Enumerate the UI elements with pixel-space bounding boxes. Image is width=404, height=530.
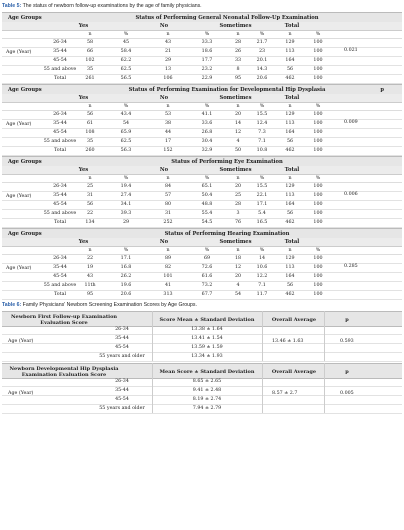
table-cell: 17 xyxy=(164,139,172,144)
row-label: Total xyxy=(53,220,67,225)
col-head: No xyxy=(159,95,169,101)
table-cell: 100 xyxy=(313,220,323,225)
col-head: No xyxy=(159,239,169,245)
table-cell: 95 xyxy=(234,76,242,81)
mean-head: Score Mean ± Standard Deviation xyxy=(159,316,255,323)
status-title: Status of Performing Eye Examination xyxy=(171,159,283,165)
row-label: 55 years and older xyxy=(99,354,145,359)
table-cell: 129 xyxy=(285,112,295,117)
column-divider xyxy=(324,311,325,361)
table-cell: 41 xyxy=(164,283,172,288)
table-cell: 100 xyxy=(313,256,323,261)
table-cell: 106 xyxy=(163,76,173,81)
col-head: Sometimes xyxy=(219,239,252,245)
table-cell: 11th xyxy=(84,283,96,288)
score-cell: 9.41 ± 2.48 xyxy=(192,388,222,393)
row-label: 55 years and older xyxy=(99,406,145,411)
table-cell: 41.1 xyxy=(201,112,213,117)
table-cell: 33.6 xyxy=(201,121,213,126)
column-divider xyxy=(152,311,153,361)
col-head: Yes xyxy=(78,167,89,173)
table-cell: 72.6 xyxy=(201,265,213,270)
table-cell: 22 xyxy=(86,256,94,261)
age-side-label: Age (Year) xyxy=(6,266,32,271)
score-title: Newborn Developmental Hip Dysplasia Examination Evaluation Score xyxy=(9,365,119,378)
table-cell: 4 xyxy=(236,139,240,144)
col-head: Yes xyxy=(78,23,89,29)
table-cell: 14.3 xyxy=(256,67,268,72)
col-head: Sometimes xyxy=(219,167,252,173)
table-cell: 76 xyxy=(234,220,242,225)
table-cell: 462 xyxy=(285,76,295,81)
row-label: 45-54 xyxy=(53,130,67,135)
table-cell: 19.6 xyxy=(120,283,132,288)
table-cell: 21 xyxy=(164,49,172,54)
sub-head: % xyxy=(204,103,210,109)
table-cell: 462 xyxy=(285,220,295,225)
score-cell: 13.38 ± 1.64 xyxy=(191,327,223,332)
sub-head: n xyxy=(236,175,240,181)
table-cell: 50.4 xyxy=(201,193,213,198)
row-label: 55 and above xyxy=(43,283,77,288)
sub-head: % xyxy=(123,103,129,109)
table-cell: 15.5 xyxy=(256,184,268,189)
score-cell: 13.41 ± 1.54 xyxy=(191,336,223,341)
table-cell: 62.5 xyxy=(120,139,132,144)
row-label: 26-34 xyxy=(115,327,129,332)
table-cell: 113 xyxy=(285,265,295,270)
row-label: 26-34 xyxy=(53,40,67,45)
table-cell: 56.5 xyxy=(120,76,132,81)
sub-head: % xyxy=(204,31,210,37)
table-cell: 100 xyxy=(313,130,323,135)
table-cell: 10.6 xyxy=(256,265,268,270)
table-cell: 54 xyxy=(234,292,242,297)
table-cell: 7.1 xyxy=(258,283,266,288)
row-label: 35-44 xyxy=(53,265,67,270)
table-cell: 252 xyxy=(163,220,173,225)
table-cell: 30.4 xyxy=(201,139,213,144)
table-cell: 100 xyxy=(313,112,323,117)
overall-average: 13.46 ± 1.63 xyxy=(272,339,304,344)
p-head: p xyxy=(345,316,349,323)
table-cell: 12.4 xyxy=(256,121,268,126)
sub-head: % xyxy=(259,247,265,253)
table-cell: 56 xyxy=(86,112,94,117)
table-cell: 16.8 xyxy=(120,265,132,270)
p-header: p xyxy=(380,87,384,93)
table-cell: 58 xyxy=(86,40,94,45)
table-cell: 129 xyxy=(285,40,295,45)
sub-head: n xyxy=(288,103,292,109)
score-cell: 8.19 ± 2.74 xyxy=(192,397,222,402)
table-cell: 11.7 xyxy=(256,292,268,297)
table-cell: 53 xyxy=(164,112,172,117)
row-label: 45-54 xyxy=(53,58,67,63)
sub-head: n xyxy=(88,103,92,109)
table-cell: 100 xyxy=(313,274,323,279)
sub-head: % xyxy=(259,31,265,37)
table-cell: 19 xyxy=(86,265,94,270)
table-cell: 18.6 xyxy=(201,49,213,54)
table-cell: 58.4 xyxy=(120,49,132,54)
status-title: Status of Performing Examination for Developmental Hip Dysplasia xyxy=(128,87,326,93)
sub-head: n xyxy=(88,175,92,181)
p-value: 0.005 xyxy=(340,391,354,396)
col-head: Sometimes xyxy=(219,95,252,101)
table-cell: 134 xyxy=(85,220,95,225)
table-cell: 20.1 xyxy=(256,58,268,63)
age-side-label: Age (Year) xyxy=(6,194,32,199)
table-cell: 61.6 xyxy=(201,274,213,279)
table-cell: 7.3 xyxy=(258,130,266,135)
age-groups-header: Age Groups xyxy=(8,231,42,237)
table-cell: 5.4 xyxy=(258,211,266,216)
table-cell: 16.5 xyxy=(256,220,268,225)
table-cell: 38 xyxy=(164,121,172,126)
row-label: 35-44 xyxy=(53,49,67,54)
table-cell: 10.8 xyxy=(256,148,268,153)
sub-head: n xyxy=(166,31,170,37)
col-head: Yes xyxy=(78,239,89,245)
table-cell: 61 xyxy=(86,121,94,126)
col-head: Total xyxy=(284,239,300,245)
score-title: Newborn First Follow-up Examination Evaluation Score xyxy=(10,313,118,326)
sub-head: % xyxy=(315,31,321,37)
row-label: 26-34 xyxy=(115,379,129,384)
column-divider xyxy=(262,363,263,413)
sub-head: n xyxy=(166,103,170,109)
table-cell: 28 xyxy=(234,202,242,207)
table-cell: 13 xyxy=(164,67,172,72)
table-cell: 100 xyxy=(313,49,323,54)
row-label: 35-44 xyxy=(115,388,129,393)
row-label: 55 and above xyxy=(43,211,77,216)
table6-caption: Table 6: Family Physicians' Newborn Screening Examination Scores by Age Groups. xyxy=(2,302,197,308)
table-cell: 54.5 xyxy=(201,220,213,225)
table-cell: 12.2 xyxy=(256,274,268,279)
row-label: 35-44 xyxy=(53,121,67,126)
column-divider xyxy=(152,363,153,413)
table-cell: 50 xyxy=(234,148,242,153)
table-cell: 100 xyxy=(313,40,323,45)
sub-head: % xyxy=(315,175,321,181)
column-divider xyxy=(262,311,263,361)
table-cell: 65.1 xyxy=(201,184,213,189)
table-cell: 57 xyxy=(164,193,172,198)
col-head: No xyxy=(159,23,169,29)
table-cell: 25 xyxy=(234,193,242,198)
table-cell: 29 xyxy=(122,220,130,225)
table-cell: 164 xyxy=(285,58,295,63)
table-cell: 17.7 xyxy=(201,58,213,63)
p-value: 0.593 xyxy=(340,339,354,344)
table-cell: 20 xyxy=(234,184,242,189)
table-row xyxy=(2,404,402,414)
sub-head: n xyxy=(236,31,240,37)
table-cell: 26.8 xyxy=(201,130,213,135)
sub-head: % xyxy=(204,175,210,181)
row-label: 35-44 xyxy=(53,193,67,198)
score-cell: 13.59 ± 1.59 xyxy=(191,345,223,350)
table-cell: 56.3 xyxy=(120,148,132,153)
table-cell: 261 xyxy=(85,76,95,81)
table-cell: 129 xyxy=(285,256,295,261)
table-cell: 35 xyxy=(86,139,94,144)
table-row xyxy=(2,74,402,84)
p-value: 0.021 xyxy=(344,48,358,53)
table-cell: 12 xyxy=(234,130,242,135)
table-cell: 23.2 xyxy=(201,67,213,72)
table-row xyxy=(2,352,402,362)
table-cell: 31 xyxy=(86,193,94,198)
table-row xyxy=(2,290,402,300)
table-cell: 100 xyxy=(313,139,323,144)
table-cell: 108 xyxy=(85,130,95,135)
table-cell: 164 xyxy=(285,274,295,279)
table-cell: 28 xyxy=(234,40,242,45)
p-value: 0.006 xyxy=(344,192,358,197)
table-cell: 3 xyxy=(236,211,240,216)
table-cell: 73.2 xyxy=(201,283,213,288)
table-cell: 56 xyxy=(286,211,294,216)
table-cell: 100 xyxy=(313,193,323,198)
table-cell: 80 xyxy=(164,202,172,207)
table-cell: 8 xyxy=(236,67,240,72)
column-divider xyxy=(324,363,325,413)
sub-head: n xyxy=(236,103,240,109)
table-cell: 22 xyxy=(86,211,94,216)
age-groups-header: Age Groups xyxy=(8,159,42,165)
table-cell: 29 xyxy=(164,58,172,63)
sub-head: n xyxy=(88,247,92,253)
table-cell: 33 xyxy=(234,58,242,63)
row-label: Total xyxy=(53,76,67,81)
table-cell: 101 xyxy=(163,274,173,279)
table-cell: 100 xyxy=(313,67,323,72)
p-value: 0.285 xyxy=(344,264,358,269)
table-cell: 43 xyxy=(164,40,172,45)
col-head: No xyxy=(159,167,169,173)
table-cell: 100 xyxy=(313,121,323,126)
sub-head: n xyxy=(166,247,170,253)
table-cell: 44 xyxy=(164,130,172,135)
age-side-label: Age (Year) xyxy=(6,50,32,55)
table-cell: 39.3 xyxy=(120,211,132,216)
table-cell: 56 xyxy=(86,202,94,207)
row-label: 35-44 xyxy=(115,336,129,341)
table-cell: 35 xyxy=(86,67,94,72)
table-cell: 33.3 xyxy=(201,40,213,45)
mean-head: Mean Score ± Standard Deviation xyxy=(159,368,255,375)
table-cell: 18 xyxy=(234,256,242,261)
table-cell: 113 xyxy=(285,49,295,54)
table-cell: 14 xyxy=(258,256,266,261)
table-cell: 67.7 xyxy=(201,292,213,297)
col-head: Yes xyxy=(78,95,89,101)
table-cell: 462 xyxy=(285,292,295,297)
table-cell: 69 xyxy=(203,256,211,261)
col-head: Total xyxy=(284,95,300,101)
age-side-label: Age (Year) xyxy=(8,391,34,396)
table-cell: 100 xyxy=(313,76,323,81)
table-cell: 22.9 xyxy=(201,76,213,81)
table-cell: 152 xyxy=(163,148,173,153)
table-cell: 66 xyxy=(86,49,94,54)
row-label: 26-34 xyxy=(53,184,67,189)
table-cell: 7.1 xyxy=(258,139,266,144)
sub-head: % xyxy=(204,247,210,253)
score-cell: 8.65 ± 2.65 xyxy=(192,379,222,384)
table-cell: 19.4 xyxy=(120,184,132,189)
sub-head: % xyxy=(123,175,129,181)
table-cell: 20.6 xyxy=(256,76,268,81)
p-value: 0.009 xyxy=(344,120,358,125)
table-cell: 462 xyxy=(285,148,295,153)
table-cell: 62.5 xyxy=(120,67,132,72)
sub-head: % xyxy=(315,247,321,253)
row-label: 26-34 xyxy=(53,256,67,261)
table-cell: 20.6 xyxy=(120,292,132,297)
sub-head: n xyxy=(166,175,170,181)
table-cell: 102 xyxy=(85,58,95,63)
age-groups-header: Age Groups xyxy=(8,15,42,21)
table-cell: 129 xyxy=(285,184,295,189)
sub-head: n xyxy=(236,247,240,253)
age-side-label: Age (Year) xyxy=(6,122,32,127)
table-cell: 113 xyxy=(285,193,295,198)
sub-head: n xyxy=(288,175,292,181)
table-cell: 32.9 xyxy=(201,148,213,153)
table-cell: 89 xyxy=(164,256,172,261)
table-cell: 100 xyxy=(313,211,323,216)
sub-head: % xyxy=(315,103,321,109)
sub-head: % xyxy=(123,31,129,37)
table-cell: 100 xyxy=(313,58,323,63)
table-cell: 56 xyxy=(286,67,294,72)
table-cell: 20 xyxy=(234,112,242,117)
row-label: Total xyxy=(53,292,67,297)
score-cell: 13.34 ± 1.93 xyxy=(191,354,223,359)
table-cell: 56 xyxy=(286,283,294,288)
col-head: Sometimes xyxy=(219,23,252,29)
row-label: 26-34 xyxy=(53,112,67,117)
age-side-label: Age (Year) xyxy=(8,339,34,344)
row-label: 55 and above xyxy=(43,67,77,72)
table-cell: 31 xyxy=(164,211,172,216)
table-cell: 313 xyxy=(163,292,173,297)
table-cell: 25 xyxy=(86,184,94,189)
table-cell: 65.9 xyxy=(120,130,132,135)
table-cell: 100 xyxy=(313,202,323,207)
status-title: Status of Performing General Neonatal Follow-Up Examination xyxy=(135,15,319,21)
sub-head: n xyxy=(88,31,92,37)
table-cell: 100 xyxy=(313,283,323,288)
sub-head: n xyxy=(288,247,292,253)
col-head: Total xyxy=(284,167,300,173)
table-cell: 55.4 xyxy=(201,211,213,216)
table-cell: 82 xyxy=(164,265,172,270)
table-cell: 56 xyxy=(286,139,294,144)
table-cell: 26.2 xyxy=(120,274,132,279)
table-cell: 4 xyxy=(236,283,240,288)
table-cell: 15.5 xyxy=(256,112,268,117)
sub-head: % xyxy=(259,175,265,181)
table-cell: 45 xyxy=(122,40,130,45)
table-cell: 95 xyxy=(86,292,94,297)
table-cell: 43 xyxy=(86,274,94,279)
table-cell: 100 xyxy=(313,292,323,297)
table-cell: 12 xyxy=(234,265,242,270)
table-cell: 43.4 xyxy=(120,112,132,117)
sub-head: % xyxy=(259,103,265,109)
row-label: 45-54 xyxy=(53,274,67,279)
table-cell: 22.1 xyxy=(256,193,268,198)
table-row xyxy=(2,146,402,156)
table-cell: 17.1 xyxy=(256,202,268,207)
table-cell: 113 xyxy=(285,121,295,126)
table5-caption: Table 5: The status of newborn follow-up examinations by the age of family physicians. xyxy=(2,3,202,9)
row-label: Total xyxy=(53,148,67,153)
table-cell: 34.1 xyxy=(120,202,132,207)
table-cell: 100 xyxy=(313,148,323,153)
sub-head: n xyxy=(288,31,292,37)
score-cell: 7.94 ± 2.79 xyxy=(192,406,222,411)
table-row xyxy=(2,218,402,228)
table-cell: 84 xyxy=(164,184,172,189)
row-label: 55 and above xyxy=(43,139,77,144)
overall-average: 8.57 ± 2.7 xyxy=(272,391,298,396)
age-groups-header: Age Groups xyxy=(8,87,42,93)
table-cell: 100 xyxy=(313,184,323,189)
table-cell: 100 xyxy=(313,265,323,270)
row-label: 45-54 xyxy=(115,397,129,402)
table-cell: 164 xyxy=(285,130,295,135)
table-cell: 23 xyxy=(258,49,266,54)
table-cell: 260 xyxy=(85,148,95,153)
row-label: 45-54 xyxy=(115,345,129,350)
table-cell: 27.4 xyxy=(120,193,132,198)
table-cell: 62.2 xyxy=(120,58,132,63)
table-cell: 164 xyxy=(285,202,295,207)
status-title: Status of Performing Hearing Examination xyxy=(164,231,290,237)
table-cell: 17.1 xyxy=(120,256,132,261)
avg-head: Overall Average xyxy=(271,316,317,323)
row-label: 45-54 xyxy=(53,202,67,207)
sub-head: % xyxy=(123,247,129,253)
table-cell: 20 xyxy=(234,274,242,279)
col-head: Total xyxy=(284,23,300,29)
table-cell: 21.7 xyxy=(256,40,268,45)
table-cell: 54 xyxy=(122,121,130,126)
avg-head: Overall Average xyxy=(271,368,317,375)
table-cell: 26 xyxy=(234,49,242,54)
table-cell: 14 xyxy=(234,121,242,126)
table-cell: 48.8 xyxy=(201,202,213,207)
p-head: p xyxy=(345,368,349,375)
